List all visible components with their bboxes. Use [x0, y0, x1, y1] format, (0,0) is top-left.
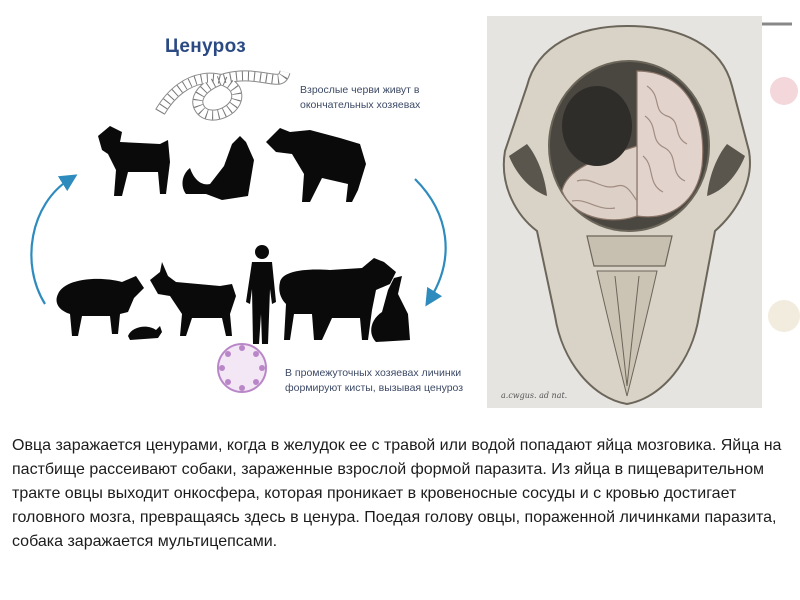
illustration-caption: a.cwgus. ad nat. — [501, 391, 568, 400]
skull-drawing — [487, 16, 762, 408]
lifecycle-diagram — [10, 14, 470, 406]
description-paragraph: Овца заражается ценурами, когда в желудок ее с травой или водой попадают яйца мозговика. Яйца на пастбище рассеивают собаки, зараженные взрослой формой паразита. Из яйца в пищеварительном тракте овцы выходит онкосфера, которая проникает в кровеносные сосуды и с кровью достигает головного мозга, превращаясь здесь в ценура. Поедая голову овцы, пораженной личинками паразита, собака заражается мультицепсами. — [12, 437, 782, 550]
wolf-silhouette — [266, 128, 366, 202]
diagram-graphics — [10, 14, 470, 406]
edge-decoration — [762, 16, 800, 408]
skull-illustration — [487, 16, 762, 408]
note-adult-worms: Взрослые черви живут в окончательных хозяевах — [300, 84, 421, 111]
cyst-icon — [218, 344, 266, 392]
cycle-arrow-right — [415, 179, 446, 299]
diagram-title: Ценуроз — [165, 36, 246, 57]
cycle-arrow-left — [31, 179, 70, 304]
fox-silhouette — [183, 136, 254, 200]
mouse-silhouette — [128, 326, 162, 340]
note-larval-cysts: В промежуточных хозяевах личинки формируют кисты, вызывая ценуроз — [285, 367, 464, 394]
human-silhouette — [246, 245, 276, 344]
cropped-illustration-edge — [762, 16, 800, 408]
goat-silhouette — [150, 262, 236, 336]
dog-silhouette — [98, 126, 170, 196]
sheep-silhouette — [57, 276, 145, 336]
tapeworm-icon — [160, 72, 285, 115]
